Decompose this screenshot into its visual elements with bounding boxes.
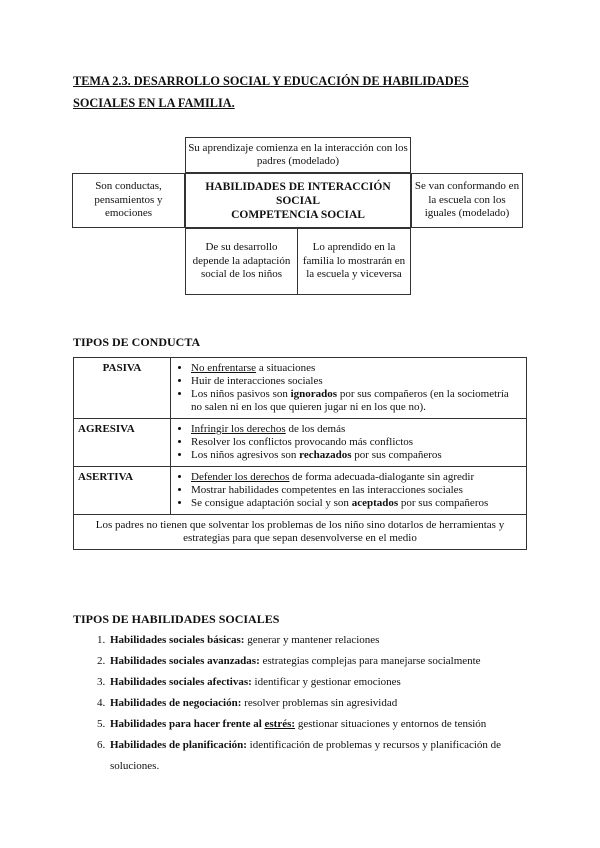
list-item: 2. Habilidades sociales avanzadas: estrategias complejas para manejarse socialmente xyxy=(108,651,548,672)
diagram-bottom-right-text: Lo aprendido en la familia lo mostrarán en la escuela y viceversa xyxy=(302,241,406,281)
list-item: 3. Habilidades sociales afectivas: identificar y gestionar emociones xyxy=(108,672,548,693)
diagram-left-text: Son conductas, pensamientos y emociones xyxy=(94,180,163,220)
list-item: • Los niños pasivos son ignorados por sus compañeros (en la sociometría no salen ni en los que quieren jugar ni en los que no). xyxy=(191,388,522,414)
list-item: • Huir de interacciones sociales xyxy=(191,375,522,388)
list-item: 4. Habilidades de negociación: resolver problemas sin agresividad xyxy=(108,693,548,714)
tipos-habilidades-heading: TIPOS DE HABILIDADES SOCIALES xyxy=(73,612,280,626)
conducta-items xyxy=(171,467,527,515)
list-item: 5. Habilidades para hacer frente al estrés: gestionar situaciones y entornos de tensión xyxy=(108,714,548,735)
title-line-2: SOCIALES EN LA FAMILIA. xyxy=(73,96,235,110)
diagram-left-box xyxy=(72,173,185,228)
diagram-center-line2: SOCIAL xyxy=(275,194,321,207)
list-item: • Se consigue adaptación social y son aceptados por sus compañeros xyxy=(191,497,522,510)
conducta-tipo-agresiva: AGRESIVA xyxy=(74,419,171,467)
page-title xyxy=(73,70,503,114)
tipos-conducta-heading: TIPOS DE CONDUCTA xyxy=(73,335,201,349)
diagram-center-line3: COMPETENCIA SOCIAL xyxy=(231,208,365,221)
table-row xyxy=(74,419,527,467)
diagram-center-line1: HABILIDADES DE INTERACCIÓN xyxy=(205,180,391,193)
list-item: • Mostrar habilidades competentes en las interacciones sociales xyxy=(191,484,522,497)
diagram-center-box xyxy=(185,173,411,228)
diagram-bottom-left-box xyxy=(185,228,298,295)
list-item: • Defender los derechos de forma adecuada-dialogante sin agredir xyxy=(191,471,522,484)
list-item: • Infringir los derechos de los demás xyxy=(191,423,522,436)
diagram-top-box xyxy=(185,137,411,173)
diagram-right-box xyxy=(411,173,523,228)
habilidades-list xyxy=(91,630,548,777)
diagram-bottom-left-text: De su desarrollo depende la adaptación social de los niños xyxy=(192,241,291,281)
conducta-items xyxy=(171,419,527,467)
table-row xyxy=(74,467,527,515)
list-item: 6. Habilidades de planificación: identificación de problemas y recursos y planificación de soluciones. xyxy=(108,735,548,777)
list-item: • Los niños agresivos son rechazados por sus compañeros xyxy=(191,449,522,462)
title-line-1: TEMA 2.3. DESARROLLO SOCIAL Y EDUCACIÓN DE HABILIDADES xyxy=(73,74,469,88)
conducta-tipo-asertiva: ASERTIVA xyxy=(74,467,171,515)
table-row xyxy=(74,515,527,550)
table-row xyxy=(74,358,527,419)
list-item: 1. Habilidades sociales básicas: generar y mantener relaciones xyxy=(108,630,548,651)
list-item: • No enfrentarse a situaciones xyxy=(191,362,522,375)
conducta-table xyxy=(73,357,527,550)
conducta-tipo-pasiva: PASIVA xyxy=(74,358,171,419)
list-item: • Resolver los conflictos provocando más conflictos xyxy=(191,436,522,449)
conducta-note: Los padres no tienen que solventar los problemas de los niño sino dotarlos de herramientas y estrategias para que sepan desenvolverse en el medio xyxy=(74,515,527,550)
diagram-bottom-right-box xyxy=(297,228,411,295)
conducta-items xyxy=(171,358,527,419)
diagram-top-text: Su aprendizaje comienza en la interacción con los padres (modelado) xyxy=(188,141,408,167)
diagram-right-text: Se van conformando en la escuela con los iguales (modelado) xyxy=(414,180,520,220)
